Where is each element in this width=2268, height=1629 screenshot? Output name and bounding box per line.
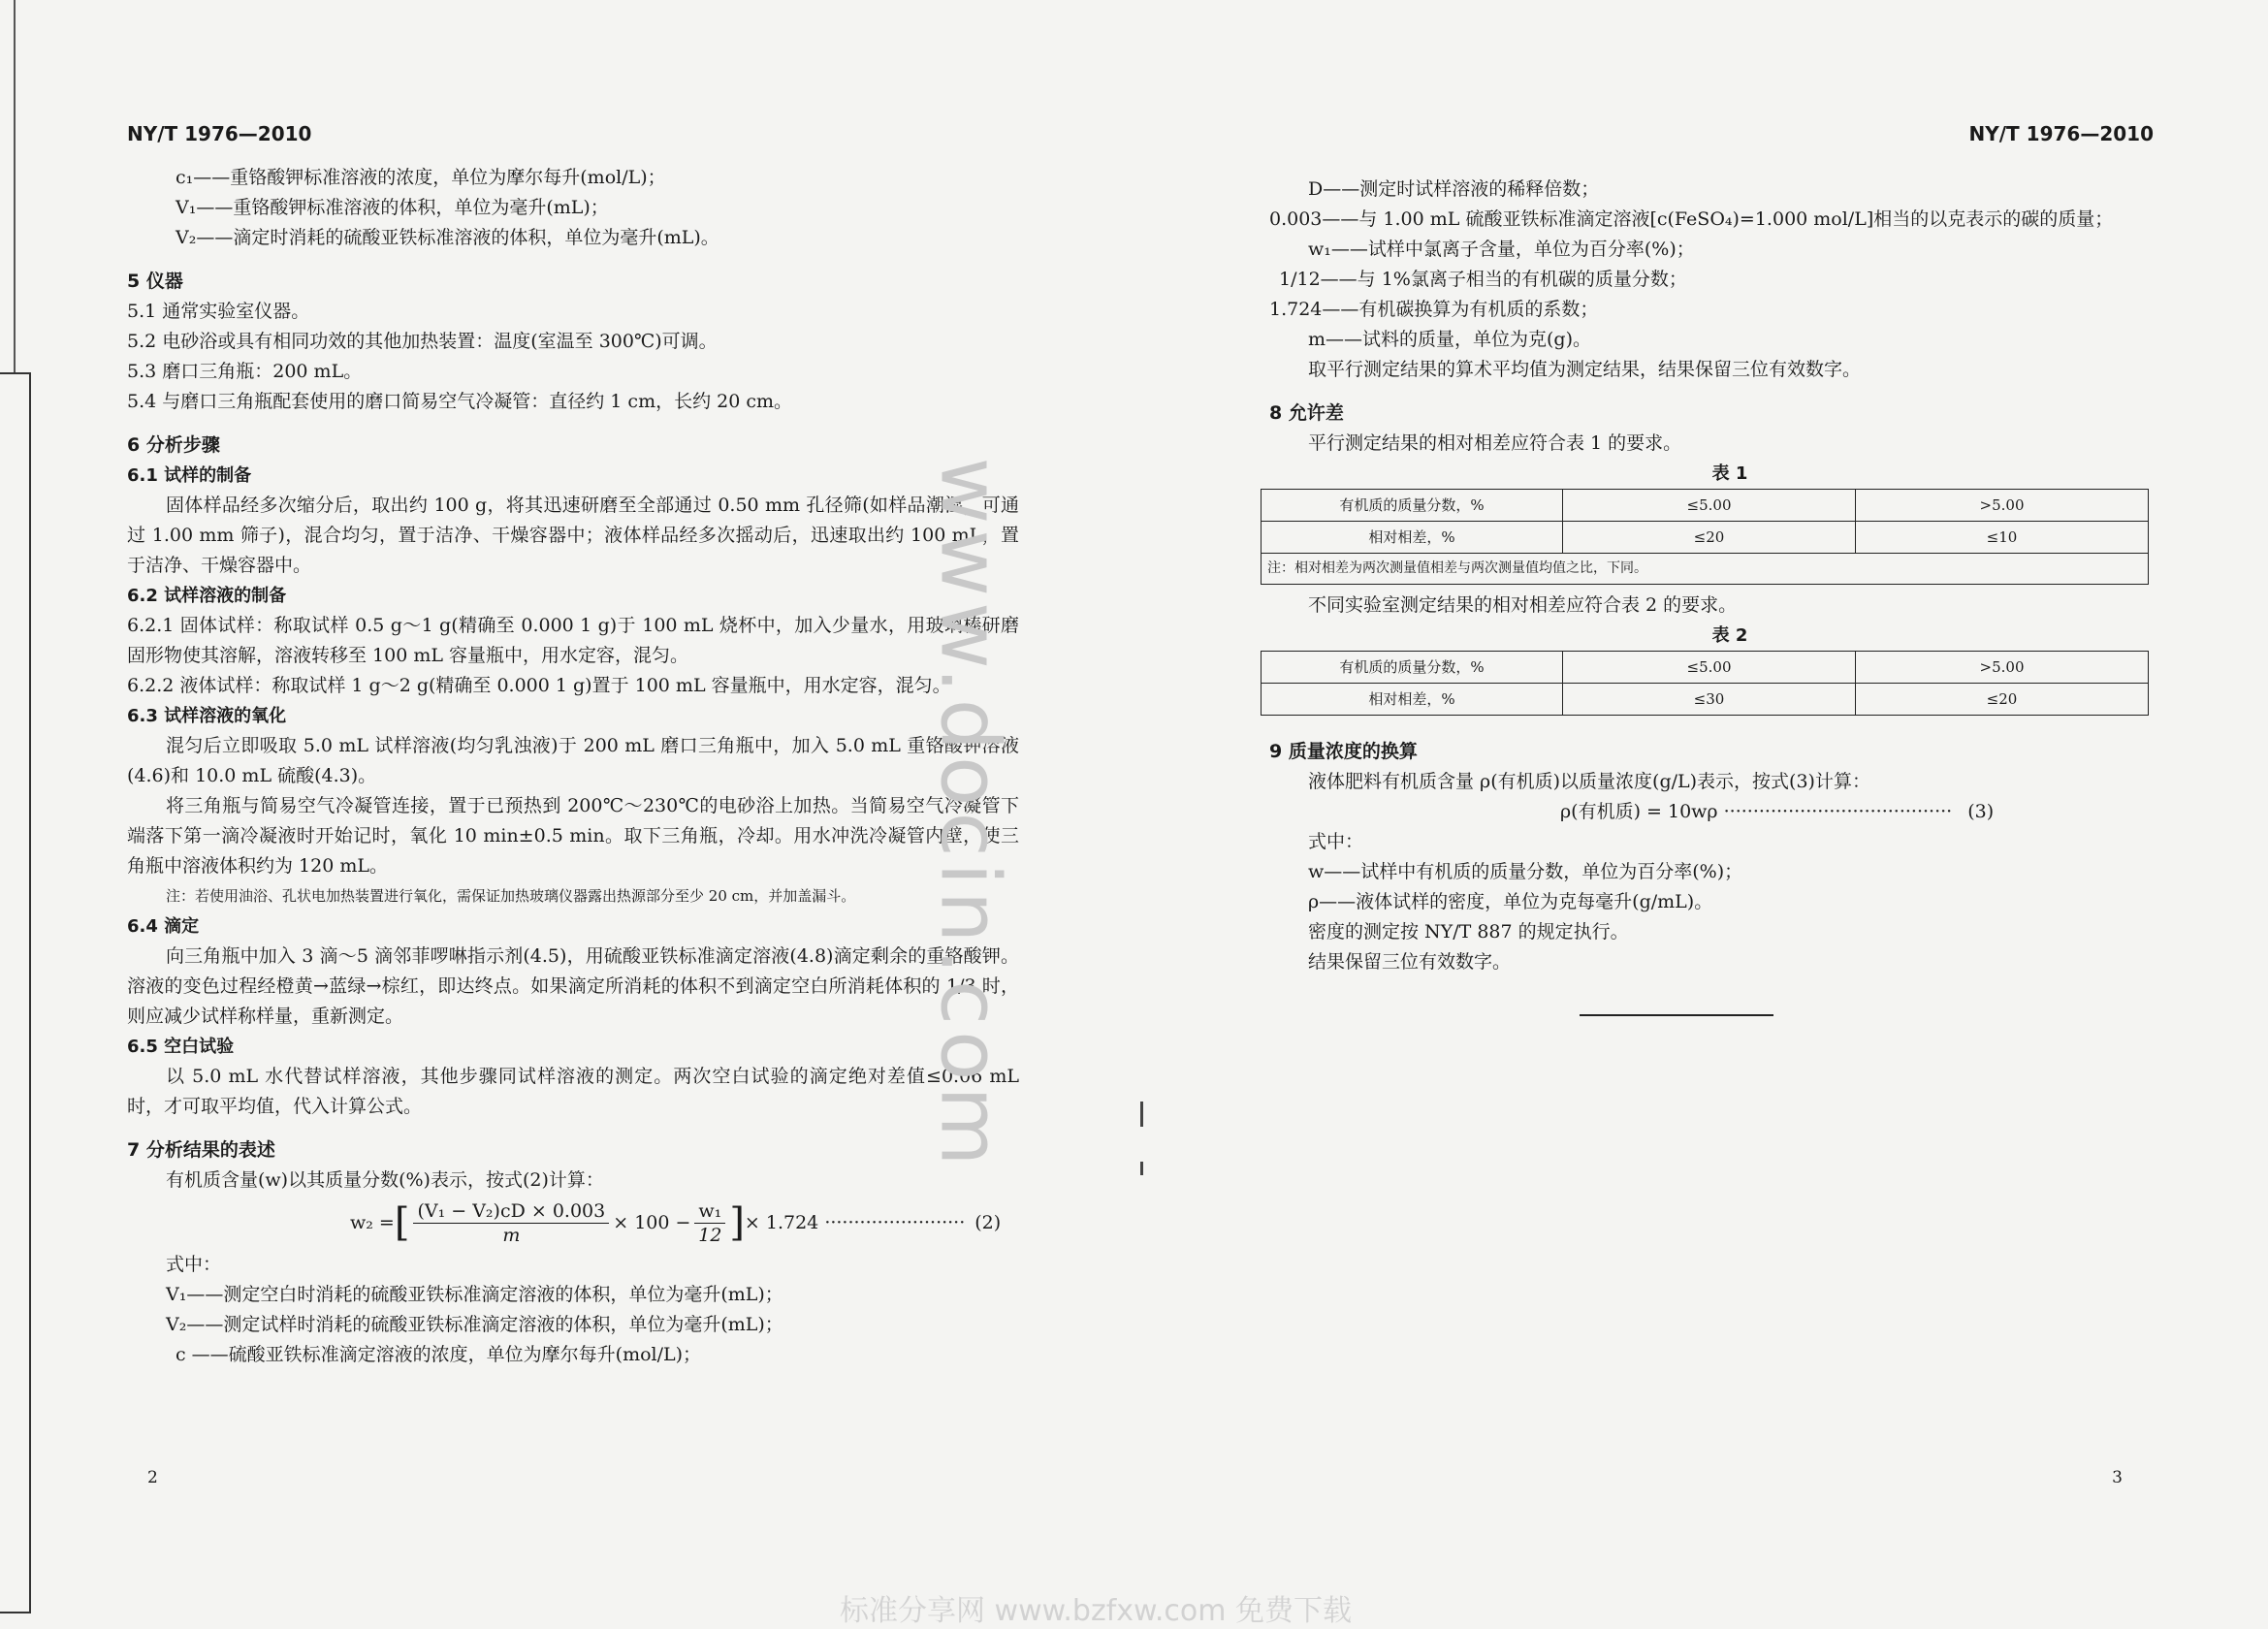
- def-line: V₁——重铬酸钾标准溶液的体积，单位为毫升(mL)；: [176, 197, 609, 218]
- section-9-title: 9 质量浓度的换算: [1269, 741, 1418, 762]
- footer-watermark: 标准分享网 www.bzfxw.com 免费下载: [840, 1594, 1352, 1628]
- table-1-title: 表 1: [1711, 463, 1748, 484]
- list-item: 5.4 与磨口三角瓶配套使用的磨口简易空气冷凝管：直径约 1 cm，长约 20 cm。: [127, 391, 792, 412]
- left-page-body: [127, 163, 1019, 1370]
- table-note: 注：相对相差为两次测量值相差与两次测量值均值之比，下同。: [1262, 554, 2149, 585]
- note: 注：若使用油浴、孔状电加热装置进行氧化，需保证加热玻璃仪器露出热源部分至少 20 cm，并加盖漏斗。: [166, 887, 856, 905]
- formula-3: [1269, 797, 2190, 827]
- table-2: [1261, 651, 2149, 716]
- section-5-title: 5 仪器: [127, 271, 183, 292]
- table-cell: >5.00: [1856, 490, 2149, 522]
- table-cell: ≤10: [1856, 522, 2149, 554]
- section-7-title: 7 分析结果的表述: [127, 1139, 275, 1161]
- where-label: 式中：: [1308, 831, 1364, 852]
- right-page: [1134, 0, 2268, 1613]
- table-1: [1261, 489, 2149, 585]
- table-cell: >5.00: [1856, 652, 2149, 684]
- paragraph: 不同实验室测定结果的相对相差应符合表 2 的要求。: [1308, 594, 1738, 616]
- table-cell: ≤5.00: [1563, 490, 1856, 522]
- fraction-denominator: m: [502, 1224, 521, 1246]
- section-6-3-title: 6.3 试样溶液的氧化: [127, 706, 287, 726]
- formula-expr: ρ(有机质) = 10wρ ·······································: [1560, 801, 1953, 822]
- def-line: V₂——测定试样时消耗的硫酸亚铁标准滴定溶液的体积，单位为毫升(mL)；: [166, 1314, 783, 1335]
- formula-lhs: w₂ =: [350, 1211, 395, 1233]
- section-6-title: 6 分析步骤: [127, 434, 220, 456]
- paragraph: 向三角瓶中加入 3 滴～5 滴邻菲啰啉指示剂(4.5)，用硫酸亚铁标准滴定溶液(4.8)滴定剩余的重铬酸钾。溶液的变色过程经橙黄→蓝绿→棕红，即达终点。如果滴定所消耗的体积不到滴定空白所消耗体积的 1/3 时，则应减少试样称样量，重新测定。: [127, 945, 1019, 1027]
- table-cell: ≤5.00: [1563, 652, 1856, 684]
- table-2-title: 表 2: [1711, 625, 1748, 646]
- table-row: [1262, 490, 2149, 522]
- paragraph: 混匀后立即吸取 5.0 mL 试样溶液(均匀乳浊液)于 200 mL 磨口三角瓶中，加入 5.0 mL 重铬酸钾溶液(4.6)和 10.0 mL 硫酸(4.3)。: [127, 735, 1019, 786]
- paragraph: 液体肥料有机质含量 ρ(有机质)以质量浓度(g/L)表示，按式(3)计算：: [1308, 771, 1870, 792]
- gutter-mark: [1140, 1102, 1143, 1127]
- paragraph: 以 5.0 mL 水代替试样溶液，其他步骤同试样溶液的测定。两次空白试验的滴定绝对差值≤0.06 mL 时，才可取平均值，代入计算公式。: [127, 1066, 1019, 1117]
- table-cell: ≤30: [1563, 684, 1856, 716]
- paragraph: 6.2.1 固体试样：称取试样 0.5 g～1 g(精确至 0.000 1 g)于 100 mL 烧杯中，加入少量水，用玻璃棒研磨固形物使其溶解，溶液转移至 100 mL 容量瓶中，用水定容，混匀。: [127, 615, 1019, 666]
- list-item: 5.2 电砂浴或具有相同功效的其他加热装置：温度(室温至 300℃)可调。: [127, 331, 718, 352]
- table-cell: 有机质的质量分数，%: [1262, 652, 1563, 684]
- section-6-4-title: 6.4 滴定: [127, 916, 200, 937]
- formula-mid: × 100 −: [613, 1211, 691, 1233]
- equation-number: (3): [1967, 801, 1995, 822]
- def-line: V₂——滴定时消耗的硫酸亚铁标准溶液的体积，单位为毫升(mL)。: [176, 227, 719, 248]
- table-row: [1262, 554, 2149, 585]
- left-page-header: NY/T 1976—2010: [127, 122, 312, 145]
- paragraph: 结果保留三位有效数字。: [1308, 951, 1512, 973]
- fraction-numerator: w₁: [694, 1199, 725, 1224]
- watermark: [922, 398, 1018, 1231]
- section-6-5-title: 6.5 空白试验: [127, 1037, 235, 1057]
- left-page-number: 2: [147, 1468, 158, 1487]
- fraction-denominator: 12: [698, 1224, 722, 1246]
- gutter-mark: [1140, 1162, 1143, 1175]
- list-item: 5.1 通常实验室仪器。: [127, 301, 310, 322]
- right-page-body: [1269, 175, 2190, 1016]
- table-row: [1262, 684, 2149, 716]
- paragraph: 有机质含量(w)以其质量分数(%)表示，按式(2)计算：: [166, 1169, 604, 1191]
- right-page-number: 3: [2112, 1468, 2123, 1487]
- def-line: c₁——重铬酸钾标准溶液的浓度，单位为摩尔每升(mol/L)；: [176, 167, 666, 188]
- table-row: [1262, 652, 2149, 684]
- def-line: V₁——测定空白时消耗的硫酸亚铁标准滴定溶液的体积，单位为毫升(mL)；: [166, 1284, 783, 1305]
- fraction-numerator: (V₁ − V₂)cD × 0.003: [413, 1199, 609, 1224]
- paragraph: 取平行测定结果的算术平均值为测定结果，结果保留三位有效数字。: [1308, 359, 1862, 380]
- def-line: 1/12——与 1%氯离子相当的有机碳的质量分数；: [1279, 269, 1687, 290]
- table-cell: 有机质的质量分数，%: [1262, 490, 1563, 522]
- table-cell: 相对相差，%: [1262, 684, 1563, 716]
- def-line: ρ——液体试样的密度，单位为克每毫升(g/mL)。: [1308, 891, 1713, 912]
- def-line: w——试样中有机质的质量分数，单位为百分率(%)；: [1308, 861, 1743, 882]
- formula-2: [127, 1196, 1019, 1250]
- section-6-1-title: 6.1 试样的制备: [127, 465, 252, 486]
- equation-number: (2): [974, 1211, 1002, 1233]
- bracket-close: ]: [729, 1200, 745, 1245]
- section-6-2-title: 6.2 试样溶液的制备: [127, 586, 287, 606]
- table-cell: 相对相差，%: [1262, 522, 1563, 554]
- paragraph: 固体样品经多次缩分后，取出约 100 g，将其迅速研磨至全部通过 0.50 mm 孔径筛(如样品潮湿，可通过 1.00 mm 筛子)，混合均匀，置于洁净、干燥容器中；液体样品经多次摇动后，迅速取出约 100 mL，置于洁净、干燥容器中。: [127, 495, 1019, 576]
- formula-tail: × 1.724 ························: [744, 1211, 966, 1233]
- paragraph: 密度的测定按 NY/T 887 的规定执行。: [1308, 921, 1629, 942]
- section-8-title: 8 允许差: [1269, 402, 1344, 424]
- where-label: 式中：: [166, 1254, 222, 1275]
- fraction: [413, 1199, 609, 1247]
- paragraph: 平行测定结果的相对相差应符合表 1 的要求。: [1308, 432, 1682, 454]
- def-line: c ——硫酸亚铁标准滴定溶液的浓度，单位为摩尔每升(mol/L)；: [176, 1344, 702, 1365]
- list-item: 5.3 磨口三角瓶：200 mL。: [127, 361, 363, 382]
- def-line: m——试料的质量，单位为克(g)。: [1308, 329, 1592, 350]
- table-cell: ≤20: [1856, 684, 2149, 716]
- paragraph: 6.2.2 液体试样：称取试样 1 g～2 g(精确至 0.000 1 g)置于 100 mL 容量瓶中，用水定容，混匀。: [127, 675, 951, 696]
- def-line: 1.724——有机碳换算为有机质的系数；: [1269, 299, 1599, 320]
- table-cell: ≤20: [1563, 522, 1856, 554]
- right-page-header: NY/T 1976—2010: [1968, 122, 2154, 145]
- table-row: [1262, 522, 2149, 554]
- paragraph: 将三角瓶与简易空气冷凝管连接，置于已预热到 200℃～230℃的电砂浴上加热。当简易空气冷凝管下端落下第一滴冷凝液时开始记时，氧化 10 min±0.5 min。取下三角瓶，冷却。用水冲洗冷凝管内壁，使三角瓶中溶液体积约为 120 mL。: [127, 795, 1019, 877]
- def-line: 0.003——与 1.00 mL 硫酸亚铁标准滴定溶液[c(FeSO₄)=1.000 mol/L]相当的以克表示的碳的质量；: [1269, 208, 2114, 230]
- fraction: [694, 1199, 725, 1247]
- def-line: D——测定时试样溶液的稀释倍数；: [1308, 178, 1600, 200]
- def-line: w₁——试样中氯离子含量，单位为百分率(%)；: [1308, 239, 1695, 260]
- watermark-text: www.docin.com: [922, 457, 1018, 1172]
- end-rule: [1580, 1014, 1773, 1016]
- bracket-open: [: [394, 1200, 410, 1245]
